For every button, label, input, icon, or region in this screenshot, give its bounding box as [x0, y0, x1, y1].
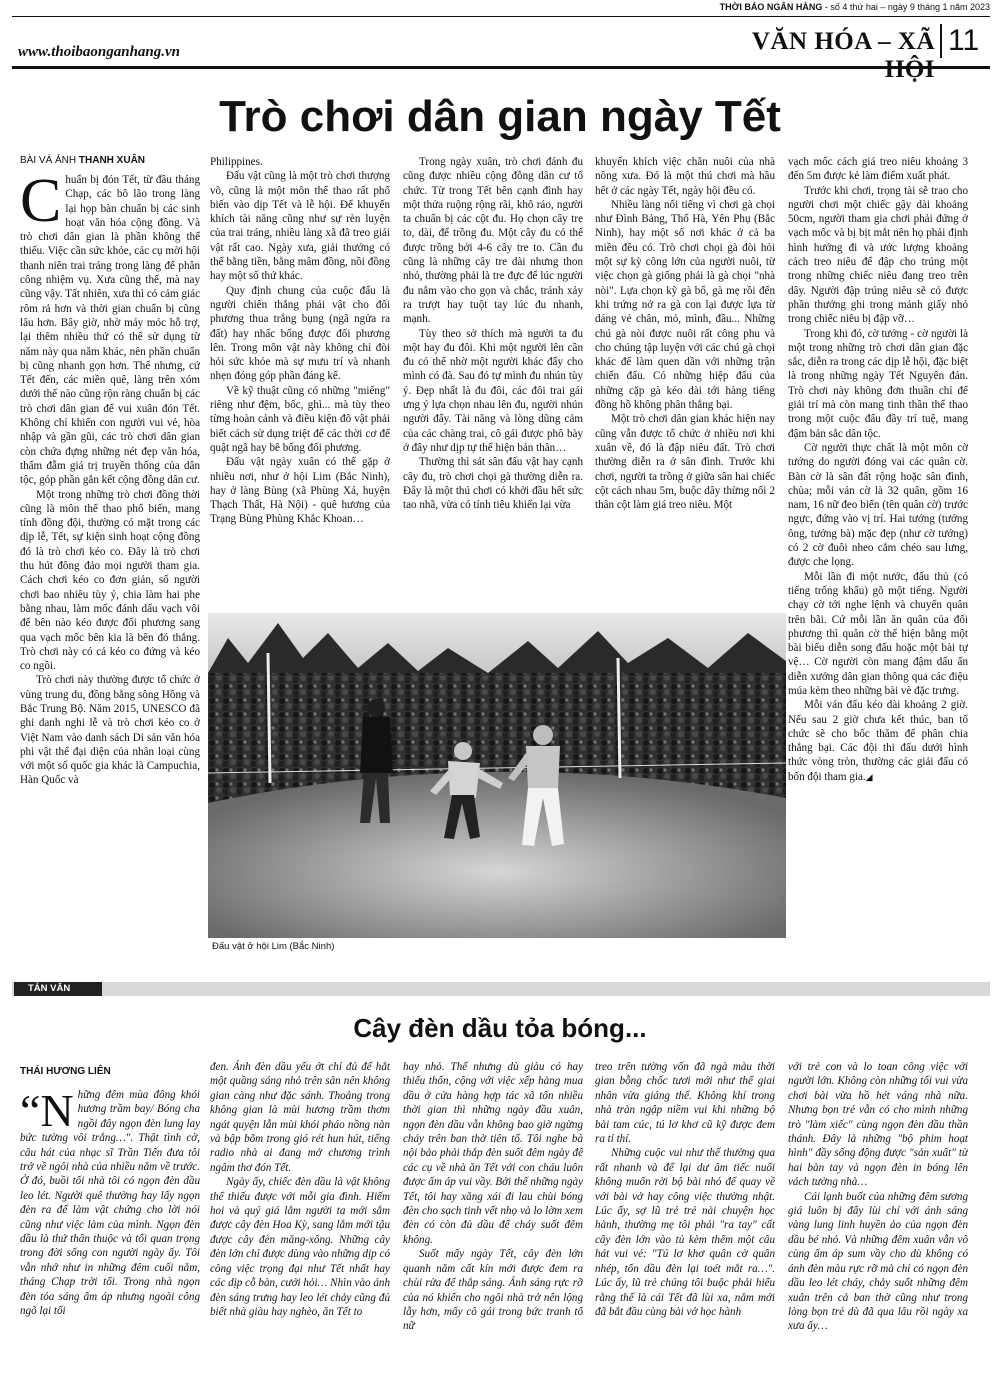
article2-column-5	[788, 1060, 968, 1390]
top-rule	[12, 16, 990, 17]
paragraph: Trước khi chơi, trọng tài sẽ trao cho người chơi một chiếc gậy dài khoảng 50cm, người tham gia chơi phải đứng ở vạch mốc và bị bịt mắt nên họ phải định hình hướng đi và ước lượng khoảng cách treo niêu để đập cho trúng một trong những chiếc niêu đang treo trên dây. Người đập trúng niêu sẽ có được phần thưởng ghi trong mảnh giấy nhỏ trong chiếc niêu bị đập vỡ…	[788, 184, 968, 326]
article2-column-1	[20, 1088, 200, 1388]
paragraph: Quy định chung của cuộc đấu là người chiến thắng phải vật cho đối phương thua trắng bụng (ngã ngửa ra đất) hay nhấc bổng được đối phương lên. Trong môn vật này không chỉ đòi hỏi sức khỏe mà sự mưu trí và nhanh nhẹn đóng góp phần đáng kể.	[210, 284, 390, 383]
paragraph	[788, 698, 968, 784]
paragraph: Thường thì sát sân đấu vật hay cạnh cây đu, trò chơi chọi gà thường diễn ra. Đây là một thú chơi có khởi đầu hết sức tao nhã, vừa có tính tiêu khiển lại vừa	[403, 456, 583, 512]
paragraph	[20, 173, 200, 488]
paragraph-text: hững đêm mùa đông khói hương trầm bay/ Bóng cha ngồi đây ngọn đèn lung lay bức tường vôi trắng…". Thật tình cờ, câu hát của nhạc sĩ Trần Tiến đưa tôi trở về ngôi nhà của nhiều năm về trước. Ở đó, buồi tối nhà tôi có ngọn đèn dầu leo lét. Người quê thường hay lấy ngọn đèn ra để làm vật chứng cho lời nói cũng như việc làm của mình. Ngọn đèn dầu là thứ thân thuộc và tối quan trọng trong đời sống con người ngày ấy. Tôi vẫn nhớ như in những đêm cuối năm, tháng Chạp trời tối. Trong nhà ngọn đèn tỏa sáng ấm áp nhưng ngoài công ngõ lại tối	[20, 1089, 200, 1318]
paragraph: với trẻ con và lo toan công việc với người lớn. Không còn những tối vui vừa chơi bài vừa hồ hét váng nhà nữa. Nhưng bọn trẻ vẫn có cho mình những trò "làm xiếc" cùng ngọn đèn dầu thần thánh. Đây là những "bộ phim hoạt hình" đầy sống động được "sản xuất" từ hai bàn tay và ngọn đèn in bóng lên vách tường nhà…	[788, 1061, 968, 1189]
paragraph: Trong khi đó, cờ tướng - cờ người là một trong những trò chơi dân gian đặc sắc, diễn ra trong các dịp lễ hội, đặc biệt là trong những ngày Tết Nguyên đán. Trò chơi này không đơn thuần chỉ để giải trí mà còn mang tinh thần thể thao trong một cuộc đấu đầy trí tuệ, mang đậm bản sắc dân tộc.	[788, 327, 968, 440]
header-rule	[12, 66, 990, 69]
article-title: Trò chơi dân gian ngày Tết	[219, 92, 781, 141]
paragraph: treo trên tường vốn đã ngà màu thời gian bỗng chốc tươi mới như thể giai nhân vừa giáng thế. Không khí trong nhà tràn ngập niềm vui khi những bộ bài tam cúc, tú lơ khơ cũ kỹ được đem ra tỉ thí.	[595, 1061, 775, 1146]
paragraph: đen. Ánh đèn dầu yếu ớt chỉ đủ để hắt một quầng sáng nhỏ trên sân nên không gian càng như đặc sánh. Thoảng trong không gian là mùi hương trầm thơm ngát quyện lẫn mùi khói pháo nồng nàn và bập bõm trong gió rét hun hút, tiếng radio nhà ai đang mở chương trình ngâm thơ đón Tết.	[210, 1061, 390, 1174]
paragraph: Những cuộc vui như thế thường qua rất nhanh và để lại dư âm tiếc nuối không muốn rời bộ bài nhỏ để quay về với bài vở hay công việc thường nhật. Lúc ấy, sợ lũ trẻ trẻ nài chuyện học hành, thường mẹ tôi phải "ra tay" cất cây đèn lớn vào tủ kèm thêm một câu hát vui vẻ: "Tú lơ khơ quân cờ quân nhép, tốn dầu đèn lại toét mắt ra…". Lúc ấy, lũ trẻ chúng tôi buộc phải hiểu rằng thế là cái Tết đã lùi xa, năm mới đã bắt đầu cùng bài vở học hành	[595, 1147, 775, 1318]
paragraph: Cờ người thực chất là một môn cờ tướng do người đóng vai các quân cờ. Bàn cờ là sân đất rộng hoặc sân đình, chùa; mỗi ván cờ là 32 quân, gồm 16 nam, 16 nữ đeo biển (tên quân cờ) trước ngực, đứng vào vị trí. Hai tướng (tướng ông, tướng bà) mặc đẹp (như cờ tướng) có 2 cờ đuôi nheo cắm chéo sau lưng, được che lọng.	[788, 441, 968, 569]
article1-column-1	[20, 173, 200, 958]
paragraph-text: Mỗi ván đấu kéo dài khoảng 2 giờ. Nếu sau 2 giờ chưa kết thúc, ban tổ chức sẽ cho bốc thăm để phân chia thắng bại. Các đội thi đấu dưới hình thức vòng tròn, thường các giải đấu có bốn đội tham gia.	[788, 699, 968, 783]
section-divider-bar	[12, 982, 990, 996]
paragraph: Đấu vật cũng là một trò chơi thượng võ, cũng là một môn thể thao rất phổ biến vào dịp Tết và lễ hội. Để khuyến khích tài năng cũng như sự rèn luyện của trai tráng, nhiều làng xã đã treo giải vật rất cao. Ngày xưa, giải thưởng có thể bằng tiền, bằng mâm đồng, nồi đồng hay một số thứ khác.	[210, 170, 390, 283]
website-url: www.thoibaonganhang.vn	[18, 44, 181, 60]
page-number: 11	[940, 24, 998, 58]
article1-column-2	[210, 155, 390, 610]
paragraph: hay nhỏ. Thế nhưng dù giàu có hay thiếu thốn, cộng với việc xếp hàng mua dầu ở cửa hàng hợp tác xã tốn nhiều thời gian thì những ngày đầu xuân, ngọn đèn dầu vẫn không bao giờ ngừng cháy trên ban thờ tiên tổ. Tôi nghe bà nội bảo phải thắp đèn suốt đêm ngày để các cụ về nhà ăn Tết với con cháu luôn được ấm áp vui vầy. Bởi thế những ngày Tết, tôi hay xăng xái đi lau chùi bóng đèn cho sạch tinh vết nhọ và lo lờm xem đèn có còn đủ dầu để cháy suốt đêm không.	[403, 1061, 583, 1246]
article1-column-3	[403, 155, 583, 610]
byline	[20, 155, 145, 166]
paragraph: Trò chơi này thường được tổ chức ở vùng trung du, đồng bằng sông Hồng và Bắc Trung Bộ. Năm 2015, UNESCO đã ghi danh nghi lễ và trò chơi kéo co ở Việt Nam vào danh sách Di sản văn hóa phi vật thể đại diện của nhân loại cùng với một số quốc gia khác là Campuchia, Hàn Quốc và	[20, 674, 200, 787]
article1-column-4	[595, 155, 775, 610]
section-title: VĂN HÓA – XÃ HỘI	[751, 28, 935, 83]
paragraph: Mỗi lần đi một nước, đấu thủ (có tiếng trống khẩu) gõ một tiếng. Người chạy cờ tới nghe lệnh và chuyển quân trên bãi. Cứ mỗi lần ăn quân của đối phương thì quân cờ thể hiện bằng một bài biểu diễn song đấu hoặc một bài tự vệ… Cờ người còn mang đậm dấu ấn diễn xướng dân gian thông qua các điệu múa kèm theo những bài vè đặc trưng.	[788, 570, 968, 697]
paragraph: Nhiều làng nổi tiếng vì chơi gà chọi như Đình Bảng, Thổ Hà, Yên Phụ (Bắc Ninh), hay một số nơi khác ở cả ba miền đều có. Trò chơi chọi gà đòi hỏi một sự kỳ công lớn của người nuôi, từ việc chọn gà giống phải là gà chọi "nhà nòi". Lựa chọn kỹ gà bố, gà mẹ rồi đến khi trứng nở ra gà con lại được lựa từ dáng vẻ chân, mỏ, mình, đầu... Những chú gà nòi được nuôi rất công phu và cho chúng tập luyện với các chú gà chọi khác để làm quen dần với những trận chiến đấu. Có những hiệp đấu của những cặp gà kéo dài tới hàng tiếng đồng hồ không phân thắng bại.	[595, 198, 775, 412]
paragraph: Trong ngày xuân, trò chơi đánh đu cũng được nhiều cộng đồng dân cư tổ chức. Từ trong Tết bên cạnh đình hay một thửa ruộng rộng rãi, khô ráo, người ta chuẩn bị các cột đu. Họ chọn cây tre to, dài, để trồng đu. Một cây đu có thể được trồng bởi 4-6 cây tre to. Cần đu cũng là những cây tre dài nhưng thon nhỏ, thường phải là tre đực để lúc người đu nắm vào cho gọn và chắc, tránh xảy ra trượt hay tuột tay lúc đu nhanh, mạnh.	[403, 156, 583, 326]
paragraph	[20, 1088, 200, 1319]
byline-prefix: BÀI VÀ ẢNH	[20, 155, 79, 166]
paragraph: vạch mốc cách giá treo niêu khoảng 3 đến 5m được kẻ làm điểm xuất phát.	[788, 156, 968, 183]
paragraph-text: huẩn bị đón Tết, từ đầu tháng Chạp, các bô lão trong làng lại họp bàn chuẩn bị các sinh hoạt văn hóa cộng đồng. Và trò chơi dân gian là phần không thể thiếu. Việc cần sức khỏe, các cụ mời hội thanh niên trai tráng trong làng để phân công nhiệm vụ. Xưa cũng thế, mà nay cũng vậy. Tất nhiên, xưa thì có cảm giác rôm rả hơn và thời gian chuẩn bị cũng lâu hơn. Bây giờ, nhờ máy móc hỗ trợ, lại thêm nhiều thứ có thể sử dụng từ năm này qua năm khác, nên phần chuẩn bị cũng nhanh gọn hơn. Thế nhưng, cứ Tết đến, các miền quê, làng trên xóm dưới thế nào cũng rộn ràng chuẩn bị các trò chơi dân gian để vui xuân đón Tết. Không chỉ khiến con người vui vẻ, hòa nhập và gần gũi, các trò chơi dân gian còn chứa đựng những nét đẹp văn hóa, thấm đẫm giá trị truyền thống của dân tộc, góp phần gắn kết cộng đồng dân cư.	[20, 174, 200, 487]
paper-name: THỜI BÁO NGÂN HÀNG	[719, 2, 823, 12]
paragraph: Suốt mấy ngày Tết, cây đèn lớn quanh năm cất kín mới được đem ra chùi rửa để thắp sáng. Ánh sáng rực rỡ của nó khiến cho ngôi nhà trở nên lộng lẫy hơn, mấy cô gái trong bức tranh tố nữ	[403, 1248, 583, 1333]
paragraph: Ngày ấy, chiếc đèn dầu là vật không thể thiếu được với mỗi gia đình. Hiếm hoi và quý giá lắm người ta mới sắm được cây đèn Hoa Kỳ, sang lắm mới tậu được cây đèn măng-xông. Những cây đèn lớn chỉ được dùng vào những dịp có công việc trọng đại như Tết nhất hay các dịp cỗ bàn, cưới hỏi… Nhìn vào ánh đèn sáng trưng hay leo lét chảy cũng đủ biết nhà giàu hay nghèo, ăn Tết to	[210, 1176, 390, 1318]
end-mark: ◢	[865, 771, 873, 782]
wrestling-photo-image	[208, 613, 786, 938]
article2-column-3	[403, 1060, 583, 1390]
paragraph: Đấu vật ngày xuân có thể gặp ở nhiều nơi, như ở hội Lim (Bắc Ninh), hay ở làng Bùng (xã Phùng Xá, huyện Thạch Thất, Hà Nội) - quê hương của Trạng Bùng Phùng Khắc Khoan…	[210, 456, 390, 526]
paragraph: Một trò chơi dân gian khác hiện nay cũng vẫn được tổ chức ở nhiều nơi khi xuân về, đó là đập niêu đất. Trò chơi thường diễn ra ở sân đình. Trước khi chơi, người ta trồng ở giữa sân hai chiếc cột cách nhau 5m, buộc dây thừng nối 2 thân cột làm giá treo niêu. Một	[595, 413, 775, 512]
article2-column-2	[210, 1060, 390, 1390]
photo-caption: Đấu vật ở hội Lim (Bắc Ninh)	[212, 941, 335, 952]
article2-title: Cây đèn dầu tỏa bóng...	[353, 1013, 647, 1043]
article2-column-4	[595, 1060, 775, 1390]
article1-column-5	[788, 155, 968, 960]
paragraph: Một trong những trò chơi đồng thời cũng là môn thể thao phổ biến, mang tính đồng đội, thường có mặt trong các dịp lễ, Tết, sự kiện sinh hoạt cộng đồng đó là trò chơi kéo co. Đây là trò chơi thu hút đông đảo mọi người tham gia. Cách chơi kéo co đơn giản, số người chơi bao nhiêu tùy ý, chia làm hai phe bằng nhau, làm mốc đánh dấu vạch vôi để bên nào kéo được đối phương sang qua vạch mốc bên kia là bên đó thắng. Trò chơi này có cả kéo co đứng và kéo co ngồi.	[20, 488, 200, 673]
issue-info: - số 4 thứ hai – ngày 9 tháng 1 năm 2023	[822, 2, 990, 12]
quote-drop-cap: “N	[20, 1088, 74, 1136]
byline-author: THANH XUÂN	[78, 155, 146, 166]
paragraph: Tùy theo sở thích mà người ta đu một hay đu đôi. Khi một người lên cần đu có thể nhờ một người khác đẩy cho mình có đà. Sau đó tự mình đu nhún tùy ý. Đẹp nhất là đu đôi, các đôi trai gái ưng ý lựa chọn nhau lên đu, người nhún người đẩy. Tài năng và lòng dũng cảm của các chàng trai, cô gái được phô bày ở đây như dịp tự thể hiện bản thân…	[403, 327, 583, 454]
paragraph: Về kỹ thuật cũng có những "miếng" riêng như đệm, bốc, ghì... mà tùy theo từng hoàn cảnh và điều kiện đô vật phải biết cách sử dụng triệt để các thời cơ để quật ngã hay bê bổng đối phương.	[210, 384, 390, 454]
section-label: TẢN VĂN	[14, 982, 102, 996]
drop-cap: C	[20, 173, 62, 235]
wrestling-photo	[208, 613, 786, 938]
paragraph: Cái lạnh buốt của những đêm sương giá luôn bị đẩy lùi chỉ với ánh sáng vàng lung linh huyền ảo của ngọn đèn dầu bé nhỏ. Và những đêm xuân vẫn vô cùng ấm áp sum vầy cho dù không có ánh đèn màu rực rỡ mà chỉ có ngọn đèn dầu leo lét cháy, chảy suốt những đêm xuân trên cả ban thờ cũng như trong lòng bọn trẻ dù đã qua lâu rồi ngày xa xưa ấy…	[788, 1190, 968, 1333]
paragraph: Philippines.	[210, 156, 263, 168]
paragraph: khuyến khích việc chăn nuôi của nhà nông xưa. Đó là một thú chơi mà hầu hết ở các ngày Tết, ngày hội đều có.	[595, 156, 775, 197]
issue-line	[680, 2, 990, 12]
article2-author: THÁI HƯƠNG LIÊN	[20, 1066, 111, 1077]
